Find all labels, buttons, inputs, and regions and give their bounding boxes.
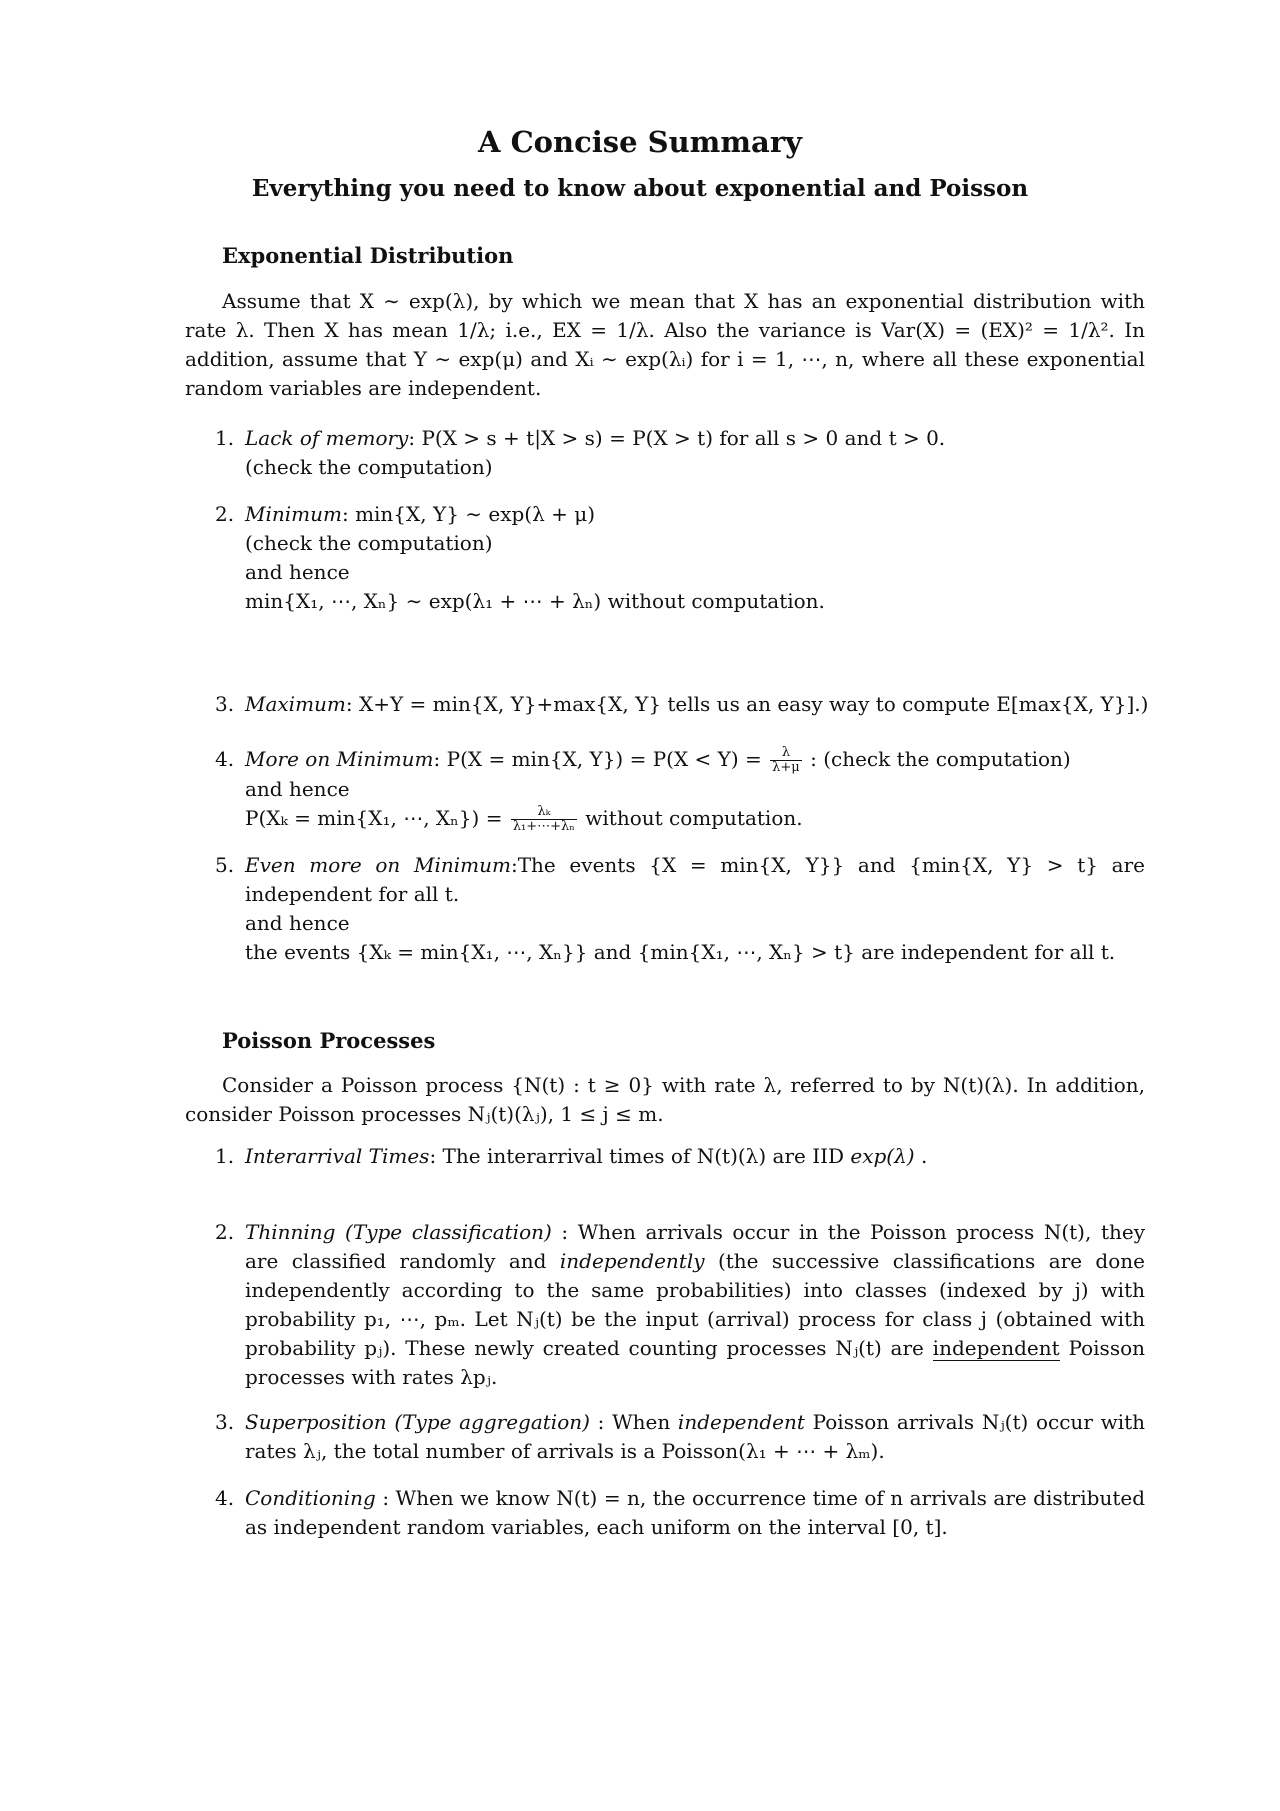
item-text: : P(X > s + t|X > s) = P(X > t) for all s > 0 and t > 0. <box>408 426 946 450</box>
poisson-intro-text: Consider a Poisson process {N(t) : t ≥ 0} with rate λ, referred to by N(t)(λ). In addition, consider Poisson processes Nⱼ(t)(λⱼ), 1 ≤ j ≤ m. <box>185 1073 1145 1126</box>
list-item-minimum <box>215 500 1145 616</box>
item-formula-after: without computation. <box>585 806 803 830</box>
list-number: 2. <box>215 502 235 526</box>
item-text: : When <box>589 1410 678 1434</box>
list-item-more-on-minimum <box>215 745 1145 834</box>
fraction-numerator: λₖ <box>511 805 577 820</box>
item-text-underlined: independent <box>932 1336 1060 1360</box>
item-text: : When we know N(t) = n, the occurrence time of n arrivals are distributed as independent random variables, each uniform on the interval [0, t]. <box>245 1486 1145 1539</box>
item-label: More on Minimum <box>245 747 434 771</box>
list-item-maximum <box>215 690 1190 719</box>
item-extra: and hence <box>245 777 350 801</box>
exponential-intro-text: Assume that X ∼ exp(λ), by which we mean that X has an exponential distribution with rate λ. Then X has mean 1/λ; i.e., EX = 1/λ. Also the variance is Var(X) = (EX)² = 1/λ². In addition, assume that Y ∼ exp(μ) and Xᵢ ∼ exp(λᵢ) for i = 1, ⋯, n, where all these exponential random variables are independent. <box>185 289 1145 400</box>
item-label: Lack of memory <box>245 426 409 450</box>
list-number: 4. <box>215 1486 235 1510</box>
item-label: Thinning (Type classification) <box>245 1220 552 1244</box>
fraction <box>511 805 577 834</box>
item-extra: and hence <box>245 560 350 584</box>
item-label: Maximum <box>245 692 346 716</box>
list-number: 5. <box>215 853 235 877</box>
item-label: Even more on Minimum <box>245 853 511 877</box>
fraction-denominator: λ₁+⋯+λₙ <box>512 819 575 834</box>
list-item-superposition <box>215 1408 1145 1466</box>
item-text: : min{X, Y} ∼ exp(λ + μ) <box>341 502 596 526</box>
item-extra: (check the computation) <box>245 531 493 555</box>
item-text: (the successive classifications are done independently according to the same probabilities) into classes (indexed by j) with probability p₁, ⋯, pₘ. Let Nⱼ(t) be the input (arrival) process for class j (obtained with probability pⱼ). These newly created counting processes Nⱼ(t) are <box>245 1249 1145 1360</box>
poisson-intro <box>185 1071 1145 1129</box>
section-heading-poisson: Poisson Processes <box>222 1028 436 1053</box>
item-text: Poisson arrivals Nⱼ(t) occur with rates λⱼ, the total number of arrivals is a Poisson(λ₁ + ⋯ + λₘ). <box>245 1410 1146 1463</box>
item-text-em: exp(λ) <box>850 1144 915 1168</box>
fraction-denominator: λ+μ <box>772 760 800 775</box>
section-heading-exponential: Exponential Distribution <box>222 243 514 268</box>
list-item-interarrival-times <box>215 1142 1145 1171</box>
list-number: 2. <box>215 1220 235 1244</box>
item-text: : The interarrival times of N(t)(λ) are IID <box>429 1144 851 1168</box>
item-text-em: independently <box>559 1249 705 1273</box>
item-text-after: : (check the computation) <box>810 747 1071 771</box>
list-number: 3. <box>215 1410 235 1434</box>
item-label: Conditioning <box>245 1486 376 1510</box>
item-text: :The events {X = min{X, Y}} and {min{X, Y} > t} are independent for all t. <box>245 853 1145 906</box>
item-label: Superposition (Type aggregation) <box>245 1410 590 1434</box>
fraction-numerator: λ <box>770 746 802 761</box>
page-title: A Concise Summary <box>478 125 802 159</box>
item-text-em: independent <box>677 1410 805 1434</box>
list-number: 1. <box>215 1144 235 1168</box>
list-number: 4. <box>215 747 235 771</box>
item-label: Interarrival Times <box>245 1144 430 1168</box>
list-item-thinning <box>215 1218 1145 1392</box>
item-formula: P(Xₖ = min{X₁, ⋯, Xₙ}) = <box>245 806 503 830</box>
list-item-even-more-on-minimum <box>215 851 1145 967</box>
list-item-conditioning <box>215 1484 1145 1542</box>
list-number: 1. <box>215 426 235 450</box>
list-item-lack-of-memory <box>215 424 1145 482</box>
item-extra: min{X₁, ⋯, Xₙ} ∼ exp(λ₁ + ⋯ + λₙ) without computation. <box>245 589 825 613</box>
fraction <box>770 746 802 775</box>
exponential-intro <box>185 287 1145 403</box>
list-number: 3. <box>215 692 235 716</box>
item-text: : When arrivals occur in the Poisson process N(t), they are classified randomly and <box>245 1220 1145 1273</box>
item-text-after: . <box>914 1144 928 1168</box>
item-extra: (check the computation) <box>245 455 493 479</box>
page-subtitle: Everything you need to know about exponential and Poisson <box>251 175 1029 202</box>
item-extra: the events {Xₖ = min{X₁, ⋯, Xₙ}} and {min{X₁, ⋯, Xₙ} > t} are independent for all t. <box>245 940 1116 964</box>
item-label: Minimum <box>245 502 342 526</box>
item-text: Poisson processes with rates λpⱼ. <box>245 1336 1145 1389</box>
item-text: : P(X = min{X, Y}) = P(X < Y) = <box>433 747 762 771</box>
item-extra: and hence <box>245 911 350 935</box>
item-text: : X+Y = min{X, Y}+max{X, Y} tells us an easy way to compute E[max{X, Y}].) <box>345 692 1149 716</box>
